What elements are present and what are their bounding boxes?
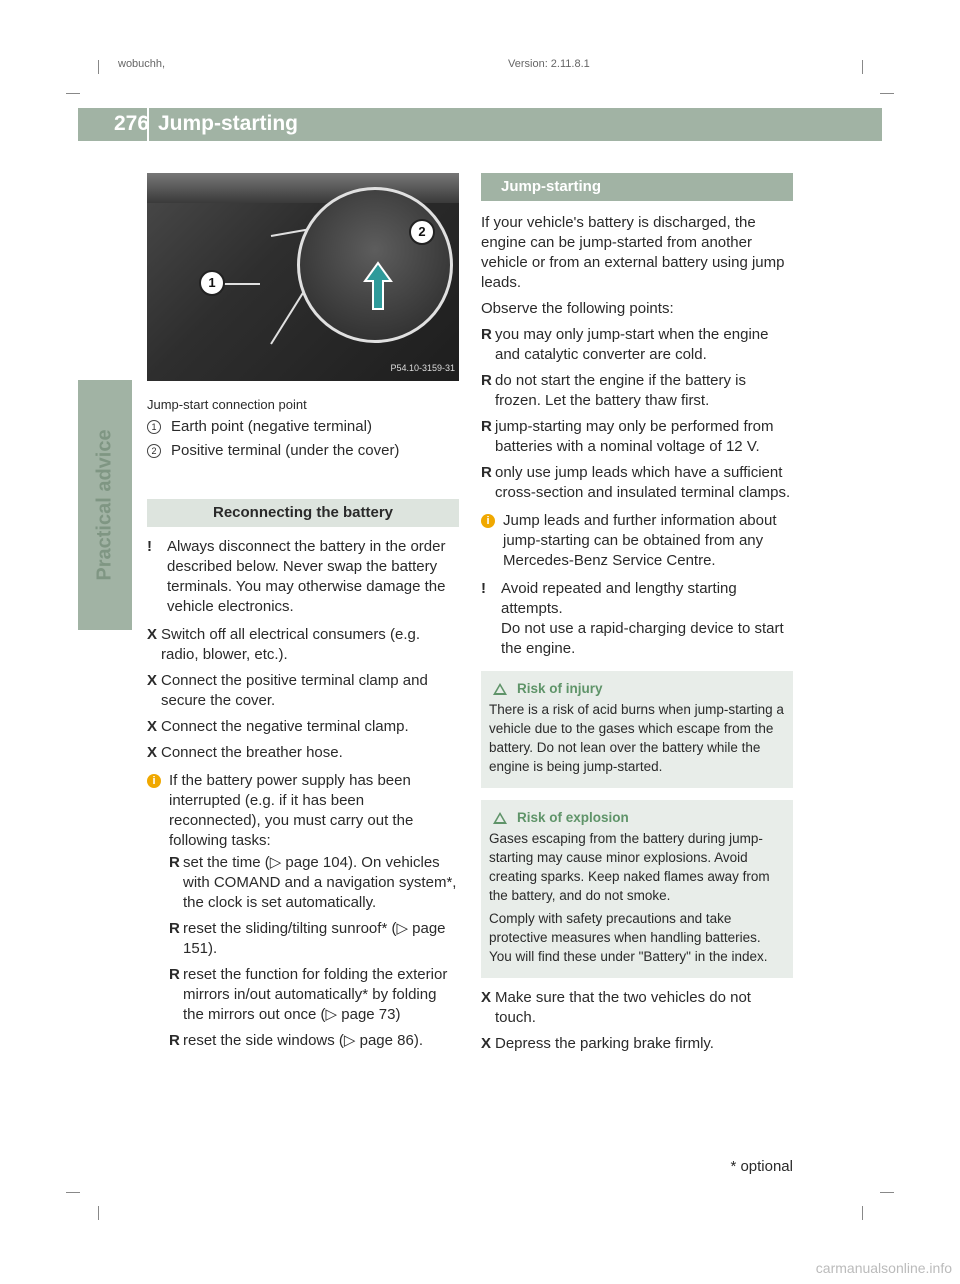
risk-box-injury xyxy=(481,671,793,788)
step-text: Connect the negative terminal clamp. xyxy=(161,718,409,735)
section-heading: Jump-starting xyxy=(481,173,793,201)
step-text: Connect the positive terminal clamp and secure the cover. xyxy=(161,672,428,709)
info-text: Jump leads and further information about jump-starting can be obtained from any Mercedes-Benz Service Centre. xyxy=(503,512,777,569)
box-title xyxy=(489,808,785,827)
crop-mark xyxy=(98,60,99,74)
info-bullet xyxy=(169,853,459,913)
step-item xyxy=(147,625,459,665)
legend-text: Earth point (negative terminal) xyxy=(171,418,372,435)
info-bullet-text: reset the function for folding the exterior mirrors in/out automatically* by folding the mirrors out once (▷ page 73) xyxy=(183,966,448,1023)
right-column xyxy=(481,173,793,1060)
list-item-text: do not start the engine if the battery is frozen. Let the battery thaw first. xyxy=(495,372,746,409)
info-bullet-text: set the time (▷ page 104). On vehicles with COMAND and a navigation system*, the clock is set automatically. xyxy=(183,854,457,911)
crop-mark xyxy=(862,1206,863,1220)
bullet-marker: R xyxy=(481,326,492,343)
step-marker: X xyxy=(147,626,158,643)
info-bullet-text: reset the sliding/tilting sunroof* (▷ page 151). xyxy=(183,920,446,957)
legend-number: 2 xyxy=(147,444,161,458)
step-item xyxy=(481,988,793,1028)
info-icon: i xyxy=(481,514,495,528)
list-item-text: jump-starting may only be performed from batteries with a nominal voltage of 12 V. xyxy=(495,418,774,455)
list-item xyxy=(481,463,793,503)
box-title-text: Risk of injury xyxy=(517,681,603,696)
step-marker: X xyxy=(147,744,158,761)
box-text: Gases escaping from the battery during jump-starting may cause minor explosions. Avoid creating sparks. Keep naked flames away from the battery, and do not smoke. xyxy=(489,831,770,903)
step-item xyxy=(481,1034,793,1054)
info-icon: i xyxy=(147,774,161,788)
legend-text: Positive terminal (under the cover) xyxy=(171,442,400,459)
info-bullet-text: reset the side windows (▷ page 86). xyxy=(183,1032,423,1049)
legend-item xyxy=(147,417,459,437)
crop-mark xyxy=(880,1192,894,1193)
crop-mark xyxy=(66,1192,80,1193)
engine-photo xyxy=(147,173,459,381)
bullet-marker: R xyxy=(481,372,492,389)
legend-item xyxy=(147,441,459,461)
page-title: Jump-starting xyxy=(158,112,299,135)
info-text: If the battery power supply has been interrupted (e.g. if it has been reconnected), you must carry out the following tasks: xyxy=(169,772,414,849)
box-title xyxy=(489,679,785,698)
footer-optional-note: * optional xyxy=(730,1158,793,1175)
warning-mark: ! xyxy=(147,538,152,555)
bullet-marker: R xyxy=(169,920,180,937)
info-note xyxy=(481,511,793,571)
meta-right: Version: 2.11.8.1 xyxy=(508,58,590,70)
warning-text: Do not use a rapid-charging device to start the engine. xyxy=(501,620,784,657)
crop-mark xyxy=(98,1206,99,1220)
bullet-marker: R xyxy=(169,1032,180,1049)
figure-code: P54.10-3159-31 xyxy=(390,363,455,373)
crop-mark xyxy=(66,93,80,94)
box-text: There is a risk of acid burns when jump-starting a vehicle due to the gases which escape from the battery. Do not lean over the battery while the engine is being jump-started. xyxy=(489,702,784,774)
page-number: 276 xyxy=(114,112,150,135)
bullet-marker: R xyxy=(169,966,180,983)
crop-mark xyxy=(862,60,863,74)
bullet-marker: R xyxy=(169,854,180,871)
step-item xyxy=(147,717,459,737)
warning-text: Always disconnect the battery in the order described below. Never swap the battery terminals. You may otherwise damage the vehicle electronics. xyxy=(167,538,446,615)
info-bullet xyxy=(169,965,459,1025)
crop-mark xyxy=(880,93,894,94)
step-marker: X xyxy=(147,718,158,735)
intro-text: If your vehicle's battery is discharged, the engine can be jump-started from another vehicle or from an external battery using jump leads. xyxy=(481,214,785,291)
bullet-marker: R xyxy=(481,418,492,435)
observe-text: Observe the following points: xyxy=(481,300,674,317)
box-text: Comply with safety precautions and take protective measures when handling batteries. You will find these under "Battery" in the index. xyxy=(489,911,768,964)
step-marker: X xyxy=(147,672,158,689)
side-tab-label: Practical advice xyxy=(93,429,116,581)
step-marker: X xyxy=(481,1035,492,1052)
info-bullet xyxy=(169,919,459,959)
step-text: Depress the parking brake firmly. xyxy=(495,1035,714,1052)
callout-1: 1 xyxy=(199,270,225,296)
figure-caption: Jump-start connection point xyxy=(147,397,307,412)
list-item xyxy=(481,417,793,457)
step-item xyxy=(147,743,459,763)
warning-triangle-icon xyxy=(493,812,507,824)
section-heading: Reconnecting the battery xyxy=(147,499,459,527)
warning-triangle-icon xyxy=(493,683,507,695)
arrow-up-icon xyxy=(363,261,393,311)
step-text: Switch off all electrical consumers (e.g. radio, blower, etc.). xyxy=(161,626,420,663)
step-item xyxy=(147,671,459,711)
warning-text: Avoid repeated and lengthy starting attempts. xyxy=(501,580,737,617)
list-item xyxy=(481,371,793,411)
callout-2: 2 xyxy=(409,219,435,245)
info-note xyxy=(147,771,459,1057)
list-item xyxy=(481,325,793,365)
watermark: carmanualsonline.info xyxy=(815,1260,952,1276)
info-bullet xyxy=(169,1031,459,1051)
step-text: Connect the breather hose. xyxy=(161,744,343,761)
legend-number: 1 xyxy=(147,420,161,434)
warning-mark: ! xyxy=(481,580,486,597)
meta-left: wobuchh, xyxy=(118,58,166,70)
step-text: Make sure that the two vehicles do not touch. xyxy=(495,989,751,1026)
step-marker: X xyxy=(481,989,492,1006)
left-column xyxy=(147,173,459,1063)
warning-note xyxy=(481,579,793,659)
bullet-marker: R xyxy=(481,464,492,481)
box-title-text: Risk of explosion xyxy=(517,810,629,825)
warning-note xyxy=(147,537,459,617)
risk-box-explosion xyxy=(481,800,793,978)
list-item-text: only use jump leads which have a sufficient cross-section and insulated terminal clamps. xyxy=(495,464,791,501)
leader-line xyxy=(222,283,260,285)
list-item-text: you may only jump-start when the engine and catalytic converter are cold. xyxy=(495,326,769,363)
